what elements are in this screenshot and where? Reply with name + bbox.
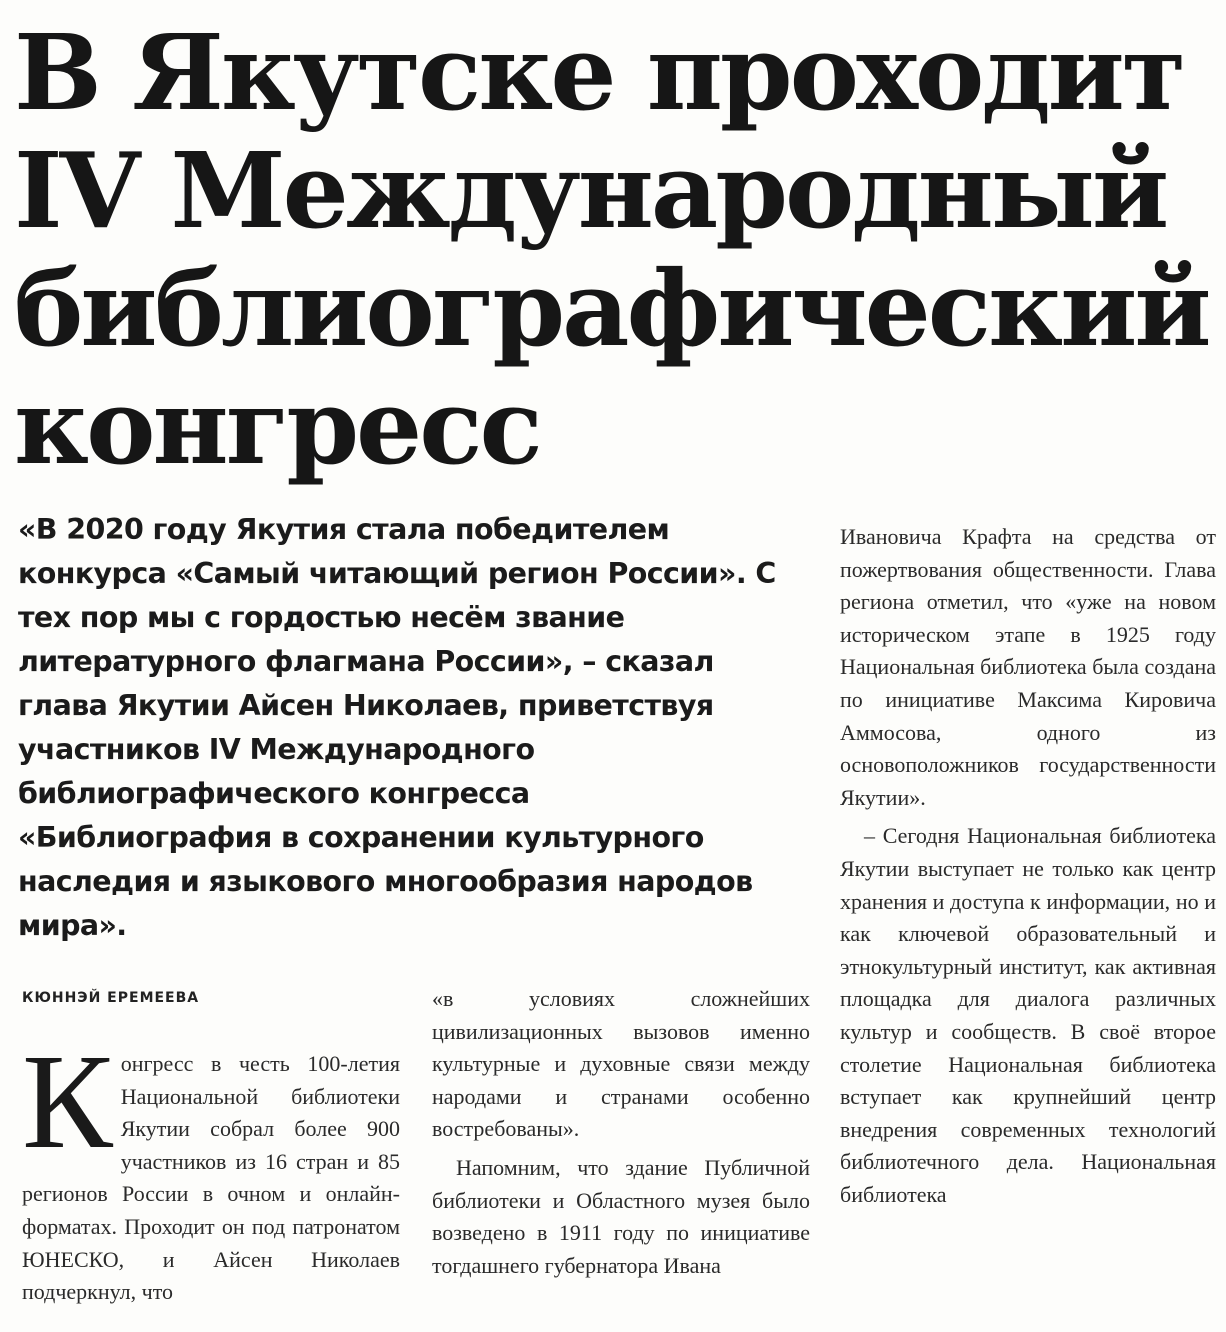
column1-text: онгресс в честь 100-летия Национальной библиотеки Якутии собрал более 900 участников из 16 стран и 85 регионов России в очном и онлайн-форматах. Проходит он под патронатом ЮНЕСКО, и Айсен Николаев подчеркнул, что (22, 1051, 400, 1305)
article-column-3 (840, 521, 1216, 1211)
column2-paragraph-1: «в условиях сложнейших цивилизационных вызовов именно культурные и духовные связи между народами и странами особенно востребованы». (432, 986, 810, 1142)
column1-paragraph (22, 1027, 400, 1309)
lead-paragraph: «В 2020 году Якутия стала победителем конкурса «Самый читающий регион России». С тех пор мы с гордостью несём звание литературного флагмана России», – сказал глава Якутии Айсен Николаев, приветствуя участников IV Международного библиографического конгресса «Библиография в сохранении культурного наследия и языкового многообразия народов мира». (18, 513, 776, 942)
column3-paragraph-1: Ивановича Крафта на средства от пожертвования общественности. Глава региона отметил, что «уже на новом историческом этапе в 1925 году Национальная библиотека была создана по инициативе Максима Кировича Аммосова, одного из основоположников государственности Якутии». (840, 524, 1216, 810)
column3-paragraph-2: – Сегодня Национальная библиотека Якутии выступает не только как центр хранения и доступа к информации, но и как ключевой образовательный и этнокультурный институт, как активная площадка для диалога различных культур и сообществ. В своё второе столетие Национальная библиотека вступает как крупнейший центр внедрения современных технологий библиотечного дела. Национальная библиотека (840, 823, 1216, 1207)
column2-paragraph-2: Напомним, что здание Публичной библиотеки и Областного музея было возведено в 1911 году по инициативе тогдашнего губернатора Ивана (432, 1154, 810, 1278)
headline-line-4: конгресс (14, 365, 540, 488)
author-byline: КЮННЭЙ ЕРЕМЕЕВА (22, 990, 200, 1006)
headline-line-2: IV Международный (14, 129, 1167, 252)
article-column-1 (22, 1027, 400, 1309)
headline (14, 11, 1214, 488)
drop-cap: К (22, 1027, 113, 1177)
headline-line-1: В Якутске проходит (14, 11, 1184, 134)
headline-line-3: библиографический (14, 247, 1209, 370)
article-column-2 (432, 983, 810, 1282)
